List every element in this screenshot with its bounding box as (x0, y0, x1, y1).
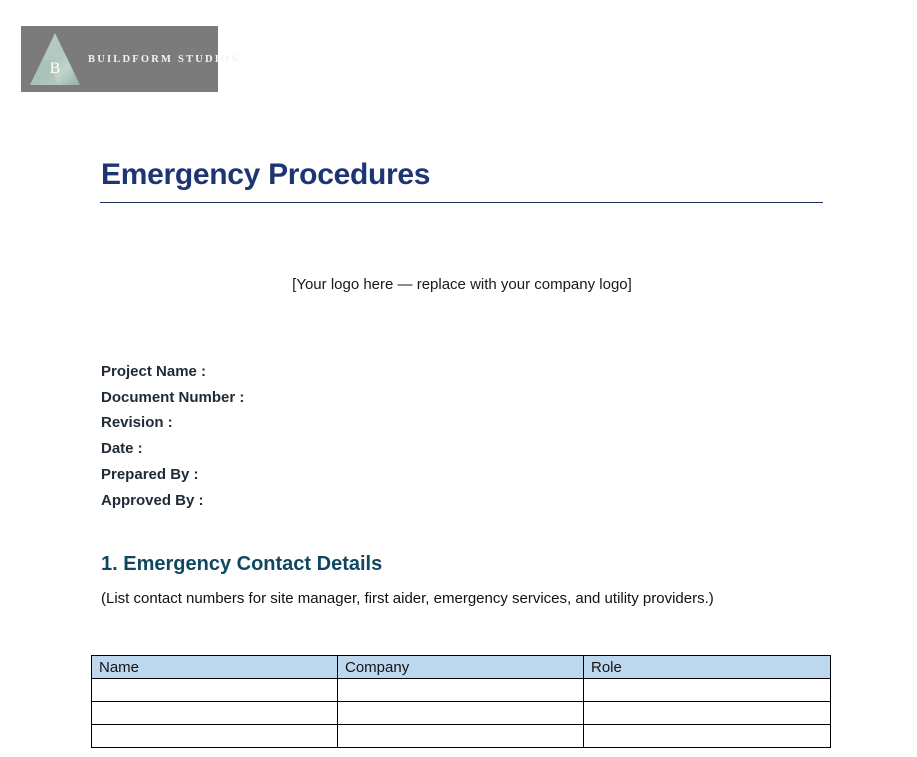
empty-cell-role[interactable] (584, 679, 831, 702)
field-approved-by: Approved By : (101, 491, 204, 509)
field-project-name: Project Name : (101, 363, 207, 380)
section-heading-emergency-contacts: 1. Emergency Contact Details (101, 553, 383, 575)
table-row (92, 679, 831, 702)
logo-placeholder-text: [Your logo here — replace with your company logo] (292, 276, 632, 293)
document-title: Emergency Procedures (101, 158, 431, 191)
column-header-name: Name (92, 656, 338, 679)
empty-cell-role[interactable] (584, 702, 831, 725)
empty-cell-name[interactable] (92, 679, 338, 702)
company-name: BUILDFORM STUDIOS (88, 53, 240, 65)
title-divider (100, 202, 823, 203)
table-row (92, 702, 831, 725)
table-row (92, 725, 831, 748)
empty-cell-company[interactable] (338, 702, 584, 725)
column-header-company: Company (338, 656, 584, 679)
emergency-contacts-table (91, 655, 831, 748)
monogram-letter: B (49, 60, 61, 77)
document-metadata-fields (101, 359, 244, 513)
empty-cell-name[interactable] (92, 702, 338, 725)
table-header-row (92, 656, 831, 679)
empty-cell-company[interactable] (338, 679, 584, 702)
field-document-number: Document Number : (101, 388, 245, 406)
section-description: (List contact numbers for site manager, first aider, emergency services, and utility providers.) (101, 590, 714, 607)
triangle-logo-icon (28, 31, 82, 87)
field-prepared-by: Prepared By : (101, 465, 199, 483)
empty-cell-name[interactable] (92, 725, 338, 748)
empty-cell-role[interactable] (584, 725, 831, 748)
company-logo-banner (21, 26, 240, 92)
field-revision: Revision : (101, 414, 173, 432)
field-date: Date : (101, 440, 143, 458)
empty-cell-company[interactable] (338, 725, 584, 748)
column-header-role: Role (584, 656, 831, 679)
